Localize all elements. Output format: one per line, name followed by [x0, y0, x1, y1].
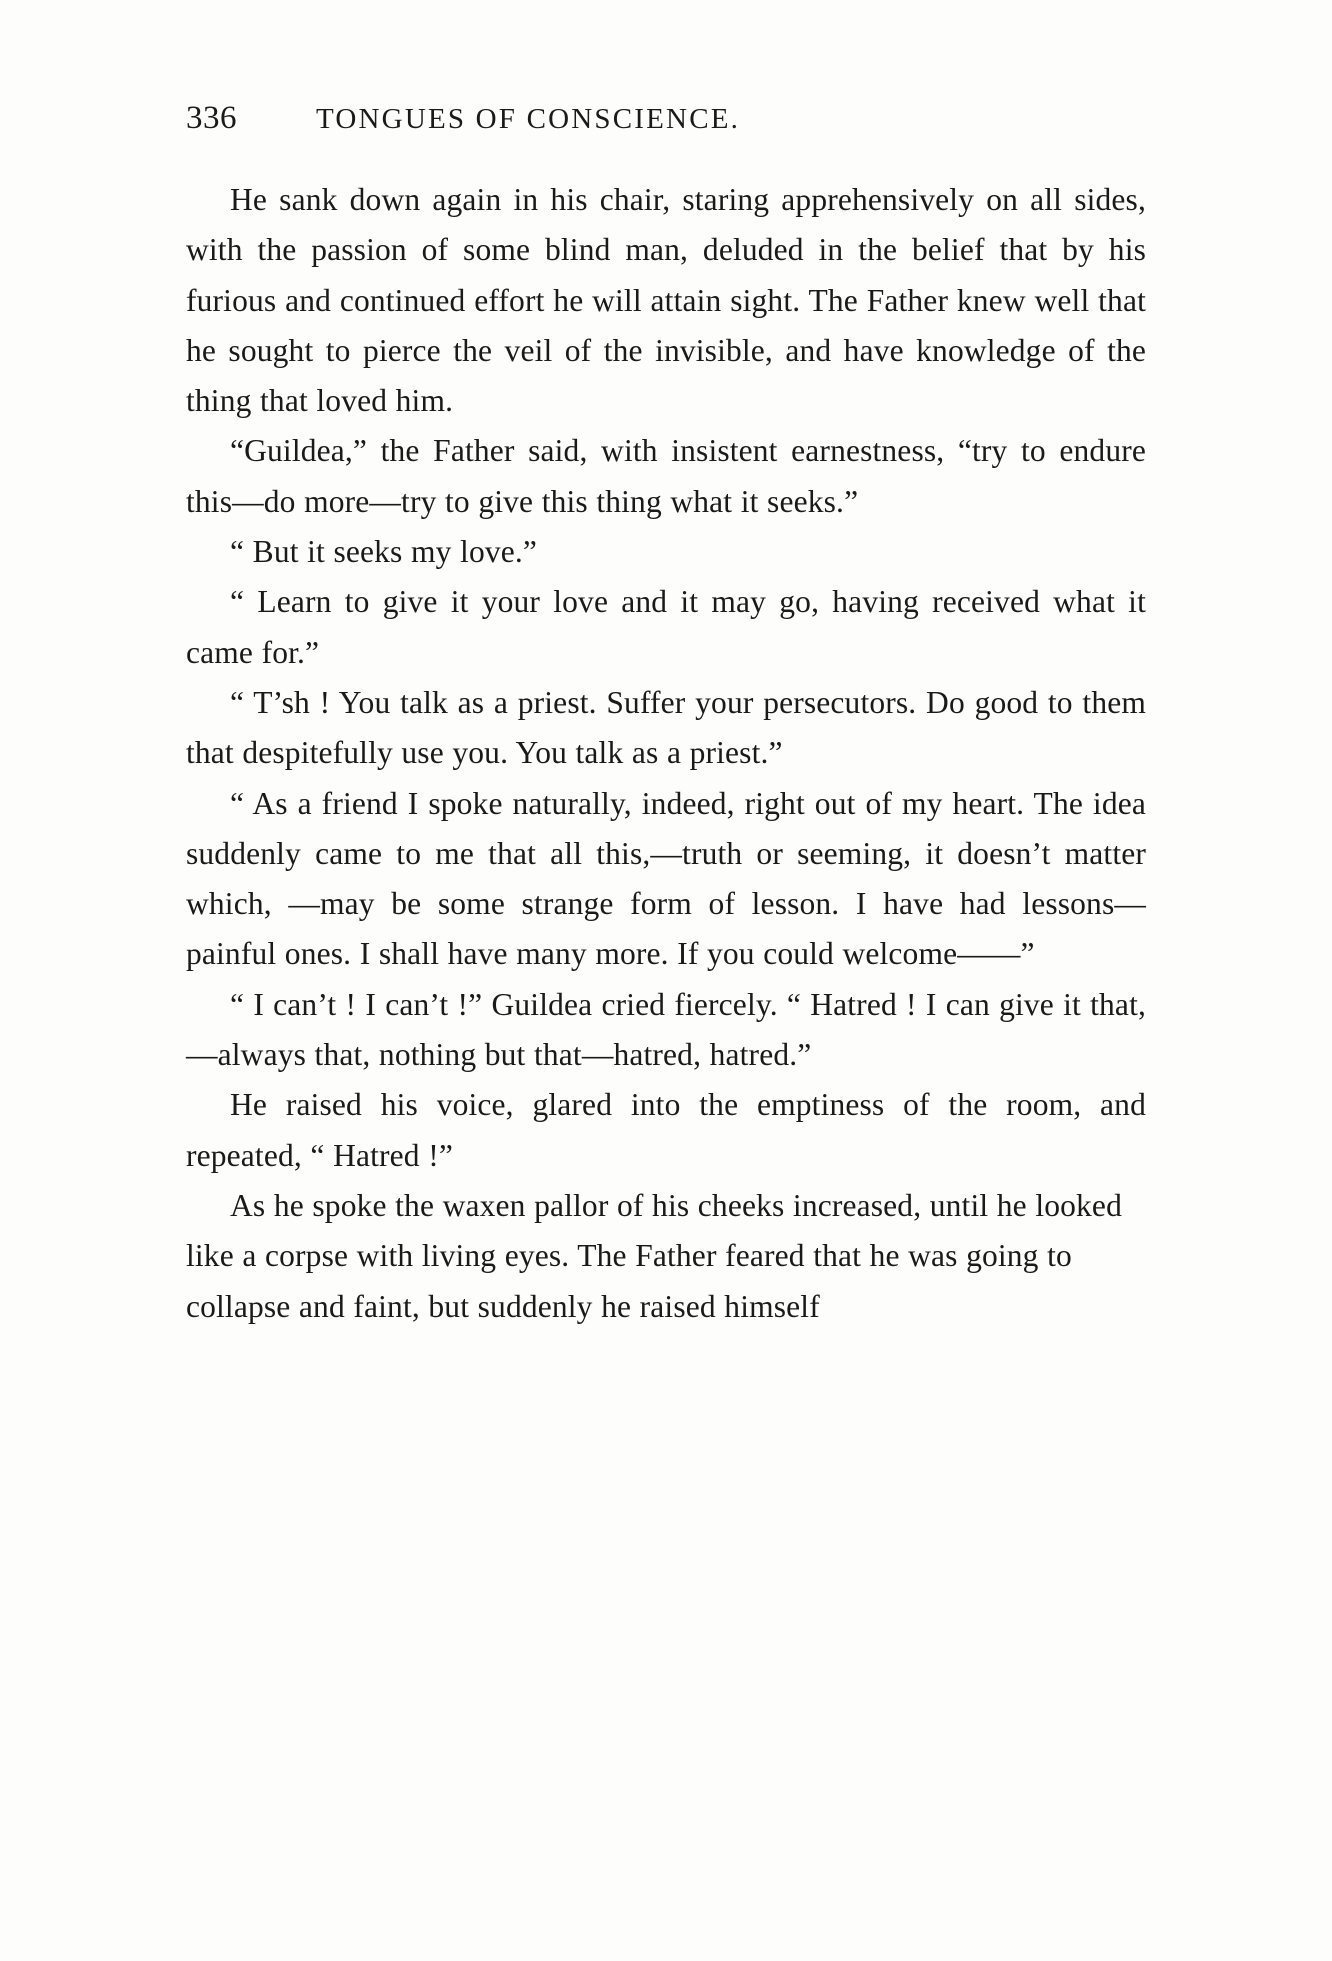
page-number: 336	[186, 100, 237, 136]
body-paragraph: He sank down again in his chair, staring apprehensively on all sides, with the passion of some blind man, deluded in the belief that by his furious and continued effort he will attain sight. The Father knew well that he sought to pierce the veil of the invisible, and have knowledge of the thing that loved him.	[186, 182, 1146, 419]
body-paragraph: “Guildea,” the Father said, with insistent earnestness, “try to endure this—do more—try to give this thing what it seeks.”	[186, 433, 1146, 519]
body-paragraph: “ As a friend I spoke naturally, indeed, right out of my heart. The idea suddenly came to me that all this,—truth or seeming, it doesn’t matter which, —may be some strange form of lesson. I have had lessons—painful ones. I shall have many more. If you could welcome——”	[186, 785, 1146, 972]
page-content	[186, 100, 1146, 1332]
running-head	[186, 100, 1146, 137]
body-paragraph: “ I can’t ! I can’t !” Guildea cried fiercely. “ Hatred ! I can give it that,—always that, nothing but that—hatred, hatred.”	[186, 986, 1146, 1073]
body-paragraph: “ Learn to give it your love and it may go, having received what it came for.”	[186, 584, 1146, 670]
body-paragraph: “ But it seeks my love.”	[230, 534, 538, 570]
body-paragraph: “ T’sh ! You talk as a priest. Suffer your persecutors. Do good to them that despitefully use you. You talk as a priest.”	[186, 684, 1146, 771]
body-paragraph: As he spoke the waxen pallor of his cheeks increased, until he looked like a corpse with living eyes. The Father feared that he was going to collapse and faint, but suddenly he raised himself	[186, 1187, 1122, 1324]
running-head-title: TONGUES OF CONSCIENCE.	[316, 103, 741, 135]
body-paragraph: He raised his voice, glared into the emptiness of the room, and repeated, “ Hatred !”	[186, 1087, 1146, 1173]
